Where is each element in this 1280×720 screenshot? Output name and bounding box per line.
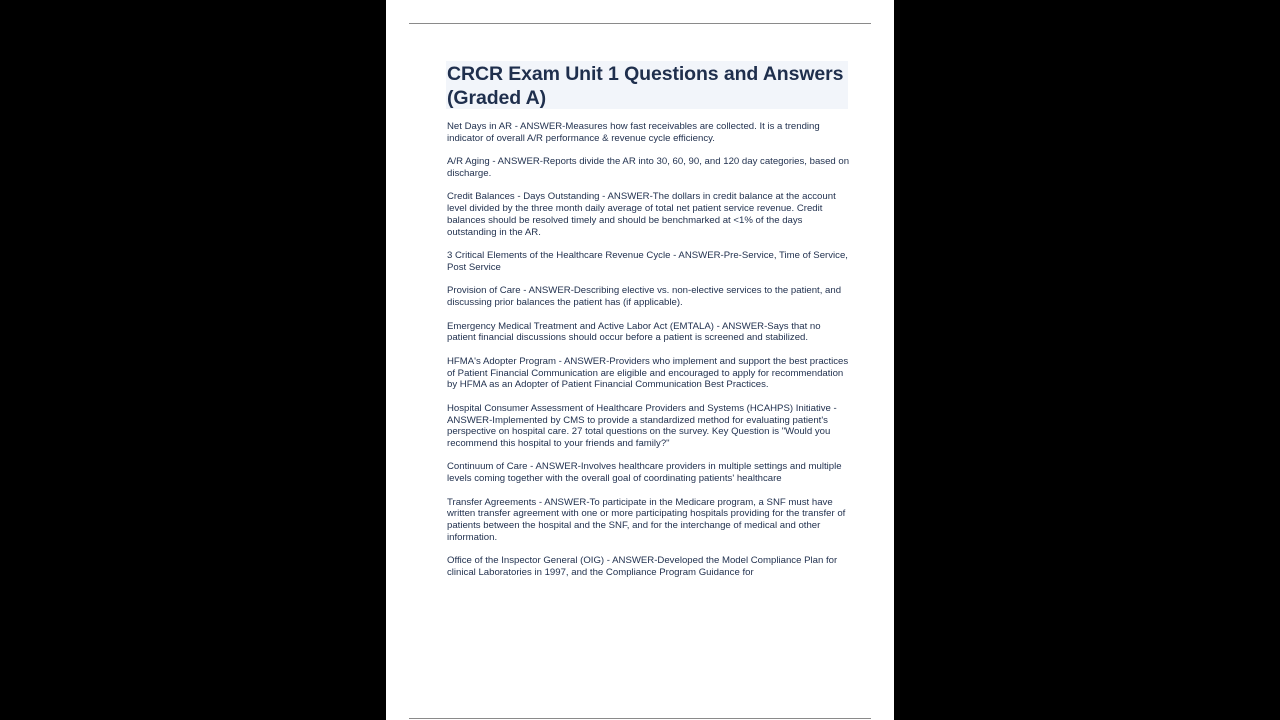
qa-item-transfer-agreements: Transfer Agreements - ANSWER-To participate in the Medicare program, a SNF must have written transfer agreement with one or more participating hospitals providing for the transfer of patients between the hospital and the SNF, and for the interchange of medical and other information.: [447, 496, 846, 544]
qa-item-credit-balances: Credit Balances - Days Outstanding - ANSWER-The dollars in credit balance at the account level divided by the three month daily average of total net patient service revenue. Credit balances should be resolved timely and should be benchmarked at <1% of the days outstanding in the AR.: [447, 191, 836, 238]
qa-item-ar-aging: A/R Aging - ANSWER-Reports divide the AR into 30, 60, 90, and 120 day categories, based on discharge.: [447, 156, 850, 179]
qa-item-continuum-of-care: Continuum of Care - ANSWER-Involves healthcare providers in multiple settings and multiple levels coming together with the overall goal of coordinating patients' healthcare: [447, 461, 842, 485]
page-top-rule: [409, 23, 871, 24]
qa-item-hfma-adopter-program: HFMA's Adopter Program - ANSWER-Providers who implement and support the best practices of Patient Financial Communication are eligible and encouraged to apply for recommendation by HFMA as an Adopter of Patient Financial Communication Best Practices.: [447, 355, 849, 391]
qa-item-emtala: Emergency Medical Treatment and Active Labor Act (EMTALA) - ANSWER-Says that no patient financial discussions should occur before a patient is screened and stabilized.: [447, 320, 821, 344]
qa-item-provision-of-care: Provision of Care - ANSWER-Describing elective vs. non-elective services to the patient, and discussing prior balances the patient has (if applicable).: [447, 285, 842, 309]
qa-list: [447, 121, 851, 591]
qa-item-revenue-cycle-elements: 3 Critical Elements of the Healthcare Revenue Cycle - ANSWER-Pre-Service, Time of Service, Post Service: [447, 250, 848, 273]
page-bottom-rule: [409, 718, 871, 719]
qa-item-hcahps: Hospital Consumer Assessment of Healthcare Providers and Systems (HCAHPS) Initiative - ANSWER-Implemented by CMS to provide a standardized method for evaluating patient's perspective on hospital care. 27 total questions on the survey. Key Question is "Would you recommend this hospital to your friends and family?": [447, 402, 837, 450]
document-page: [386, 0, 894, 720]
page-title: CRCR Exam Unit 1 Questions and Answers (Graded A): [447, 63, 844, 109]
qa-item-oig: Office of the Inspector General (OIG) - ANSWER-Developed the Model Compliance Plan for clinical Laboratories in 1997, and the Compliance Program Guidance for: [447, 555, 838, 579]
qa-item-net-days-in-ar: Net Days in AR - ANSWER-Measures how fast receivables are collected. It is a trending indicator of overall A/R performance & revenue cycle efficiency.: [447, 121, 820, 144]
